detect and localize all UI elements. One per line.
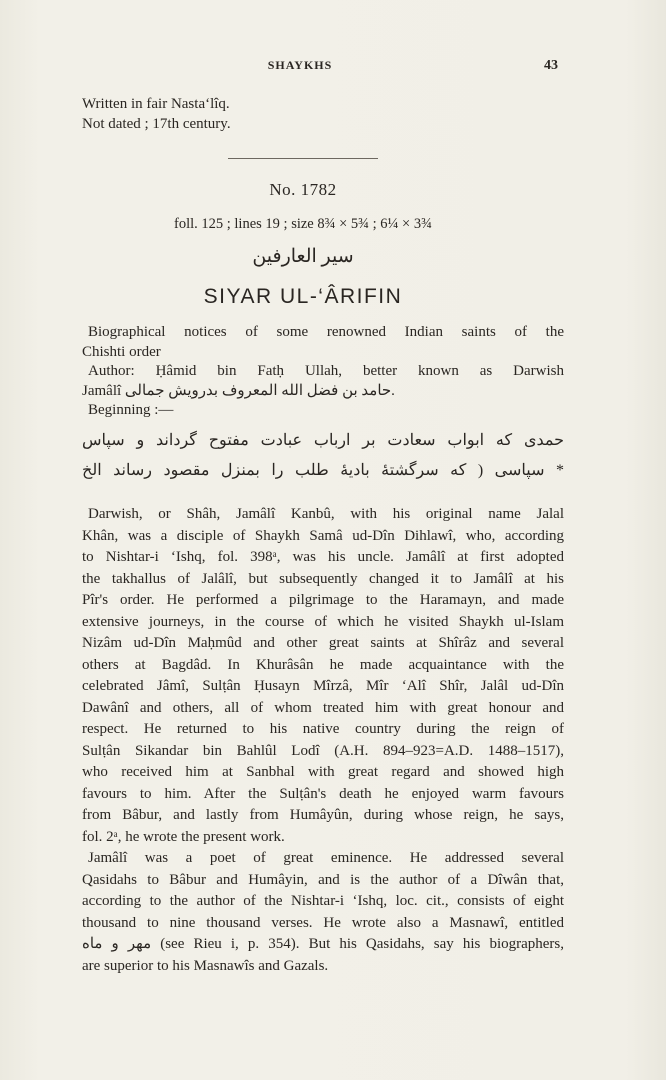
quote-line: * سپاسی ( که سرگشتهٔ بادیهٔ طلب را بمنزل مقصود رساند الخ: [82, 462, 564, 479]
paragraph-line: from Bâbur, and lastly from Humâyûn, during whose reign, he says,: [82, 807, 564, 823]
description-line: Biographical notices of some renowned Indian saints of the: [88, 324, 564, 340]
meta-line: Not dated ; 17th century.: [82, 116, 231, 132]
poetry-paragraph: [82, 848, 564, 977]
paragraph-line: Darwish, or Shâh, Jamâlî Kanbû, with his original name Jalal: [88, 506, 564, 522]
paragraph-line: Qasidahs to Bâbur and Humâyin, and is the author of a Dîwân that,: [82, 871, 564, 888]
paragraph-line: Dawânî and others, all of whom treated him with great honour and: [82, 699, 564, 716]
paragraph-line: Nizâm ud-Dîn Maḥmûd and other great saints at Shîrâz and several: [82, 635, 564, 651]
section-divider: [228, 158, 378, 159]
running-head: [0, 58, 666, 78]
quote-line: حمدی که ابواب سعادت بر ارباب عبادت مفتوح گرداند و سپاس: [82, 432, 564, 449]
paragraph-line: extensive journeys, in the course of which he visited Shaykh ul-Islam: [82, 613, 564, 630]
previous-entry-notes: [82, 94, 231, 134]
paragraph-line: respect. He returned to his native country during the reign of: [82, 721, 564, 737]
arabic-title: سير العارفين: [252, 246, 354, 267]
paragraph-line: Jamâlî was a poet of great eminence. He addressed several: [88, 850, 564, 866]
paragraph-line: مهر و ماه (see Rieu i, p. 354). But his Qasidahs, say his biographers,: [82, 936, 564, 952]
paragraph-line: Khân, was a disciple of Shaykh Samâ ud-Dîn Dihlawî, who, according: [82, 527, 564, 544]
paragraph-line: to Nishtar-i ‘Ishq, fol. 398ᵃ, was his uncle. Jamâlî at first adopted: [82, 549, 564, 565]
author-line: Author: Ḥâmid bin Fatḥ Ullah, better known as Darwish: [88, 363, 564, 379]
paragraph-line: are superior to his Masnawîs and Gazals.: [82, 957, 329, 974]
paragraph-line: according to the author of the Nishtar-i ‘Ishq, loc. cit., consists of eight: [82, 893, 564, 909]
biography-paragraph: [82, 504, 564, 848]
paragraph-line: Sulṭân Sikandar bin Bahlûl Lodî (A.H. 894–923=A.D. 1488–1517),: [82, 742, 564, 759]
paragraph-line: the takhallus of Jalâlî, but subsequently changed it to Jamâlî at his: [82, 570, 564, 587]
author-line: Jamâlî حامد بن فضل الله المعروف بدرویش جمالی.: [82, 382, 395, 399]
entry-number: No. 1782: [269, 180, 337, 199]
paragraph-line: others at Bagdâd. In Khurâsân he made acquaintance with the: [82, 656, 564, 673]
paragraph-line: celebrated Jâmî, Sulṭân Ḥusayn Mîrzâ, Mîr ‘Alî Shîr, Jalâl ud-Dîn: [82, 678, 564, 694]
paragraph-line: who received him at Sanbhal with great regard and showed high: [82, 764, 564, 780]
description-block: [82, 323, 564, 421]
page-number: 43: [544, 58, 558, 73]
meta-line: Written in fair Nasta‘lîq.: [82, 96, 230, 112]
manuscript-specs: foll. 125 ; lines 19 ; size 8¾ × 5¾ ; 6¼ × 3¾: [173, 216, 432, 232]
beginning-label: Beginning :—: [88, 402, 174, 418]
beginning-quote: [82, 426, 564, 486]
paragraph-line: thousand to nine thousand verses. He wrote also a Masnawî, entitled: [82, 914, 564, 931]
paragraph-line: Pîr's order. He performed a pilgrimage to the Haramayn, and made: [82, 592, 564, 608]
paragraph-line: fol. 2ᵃ, he wrote the present work.: [82, 828, 285, 845]
description-line: Chishti order: [82, 343, 161, 360]
paragraph-line: favours to him. After the Sulṭân's death he enjoyed warm favours: [82, 785, 564, 802]
running-head-title: SHAYKHS: [267, 58, 333, 72]
roman-title: SIYAR UL-‘ÂRIFIN: [203, 285, 403, 308]
